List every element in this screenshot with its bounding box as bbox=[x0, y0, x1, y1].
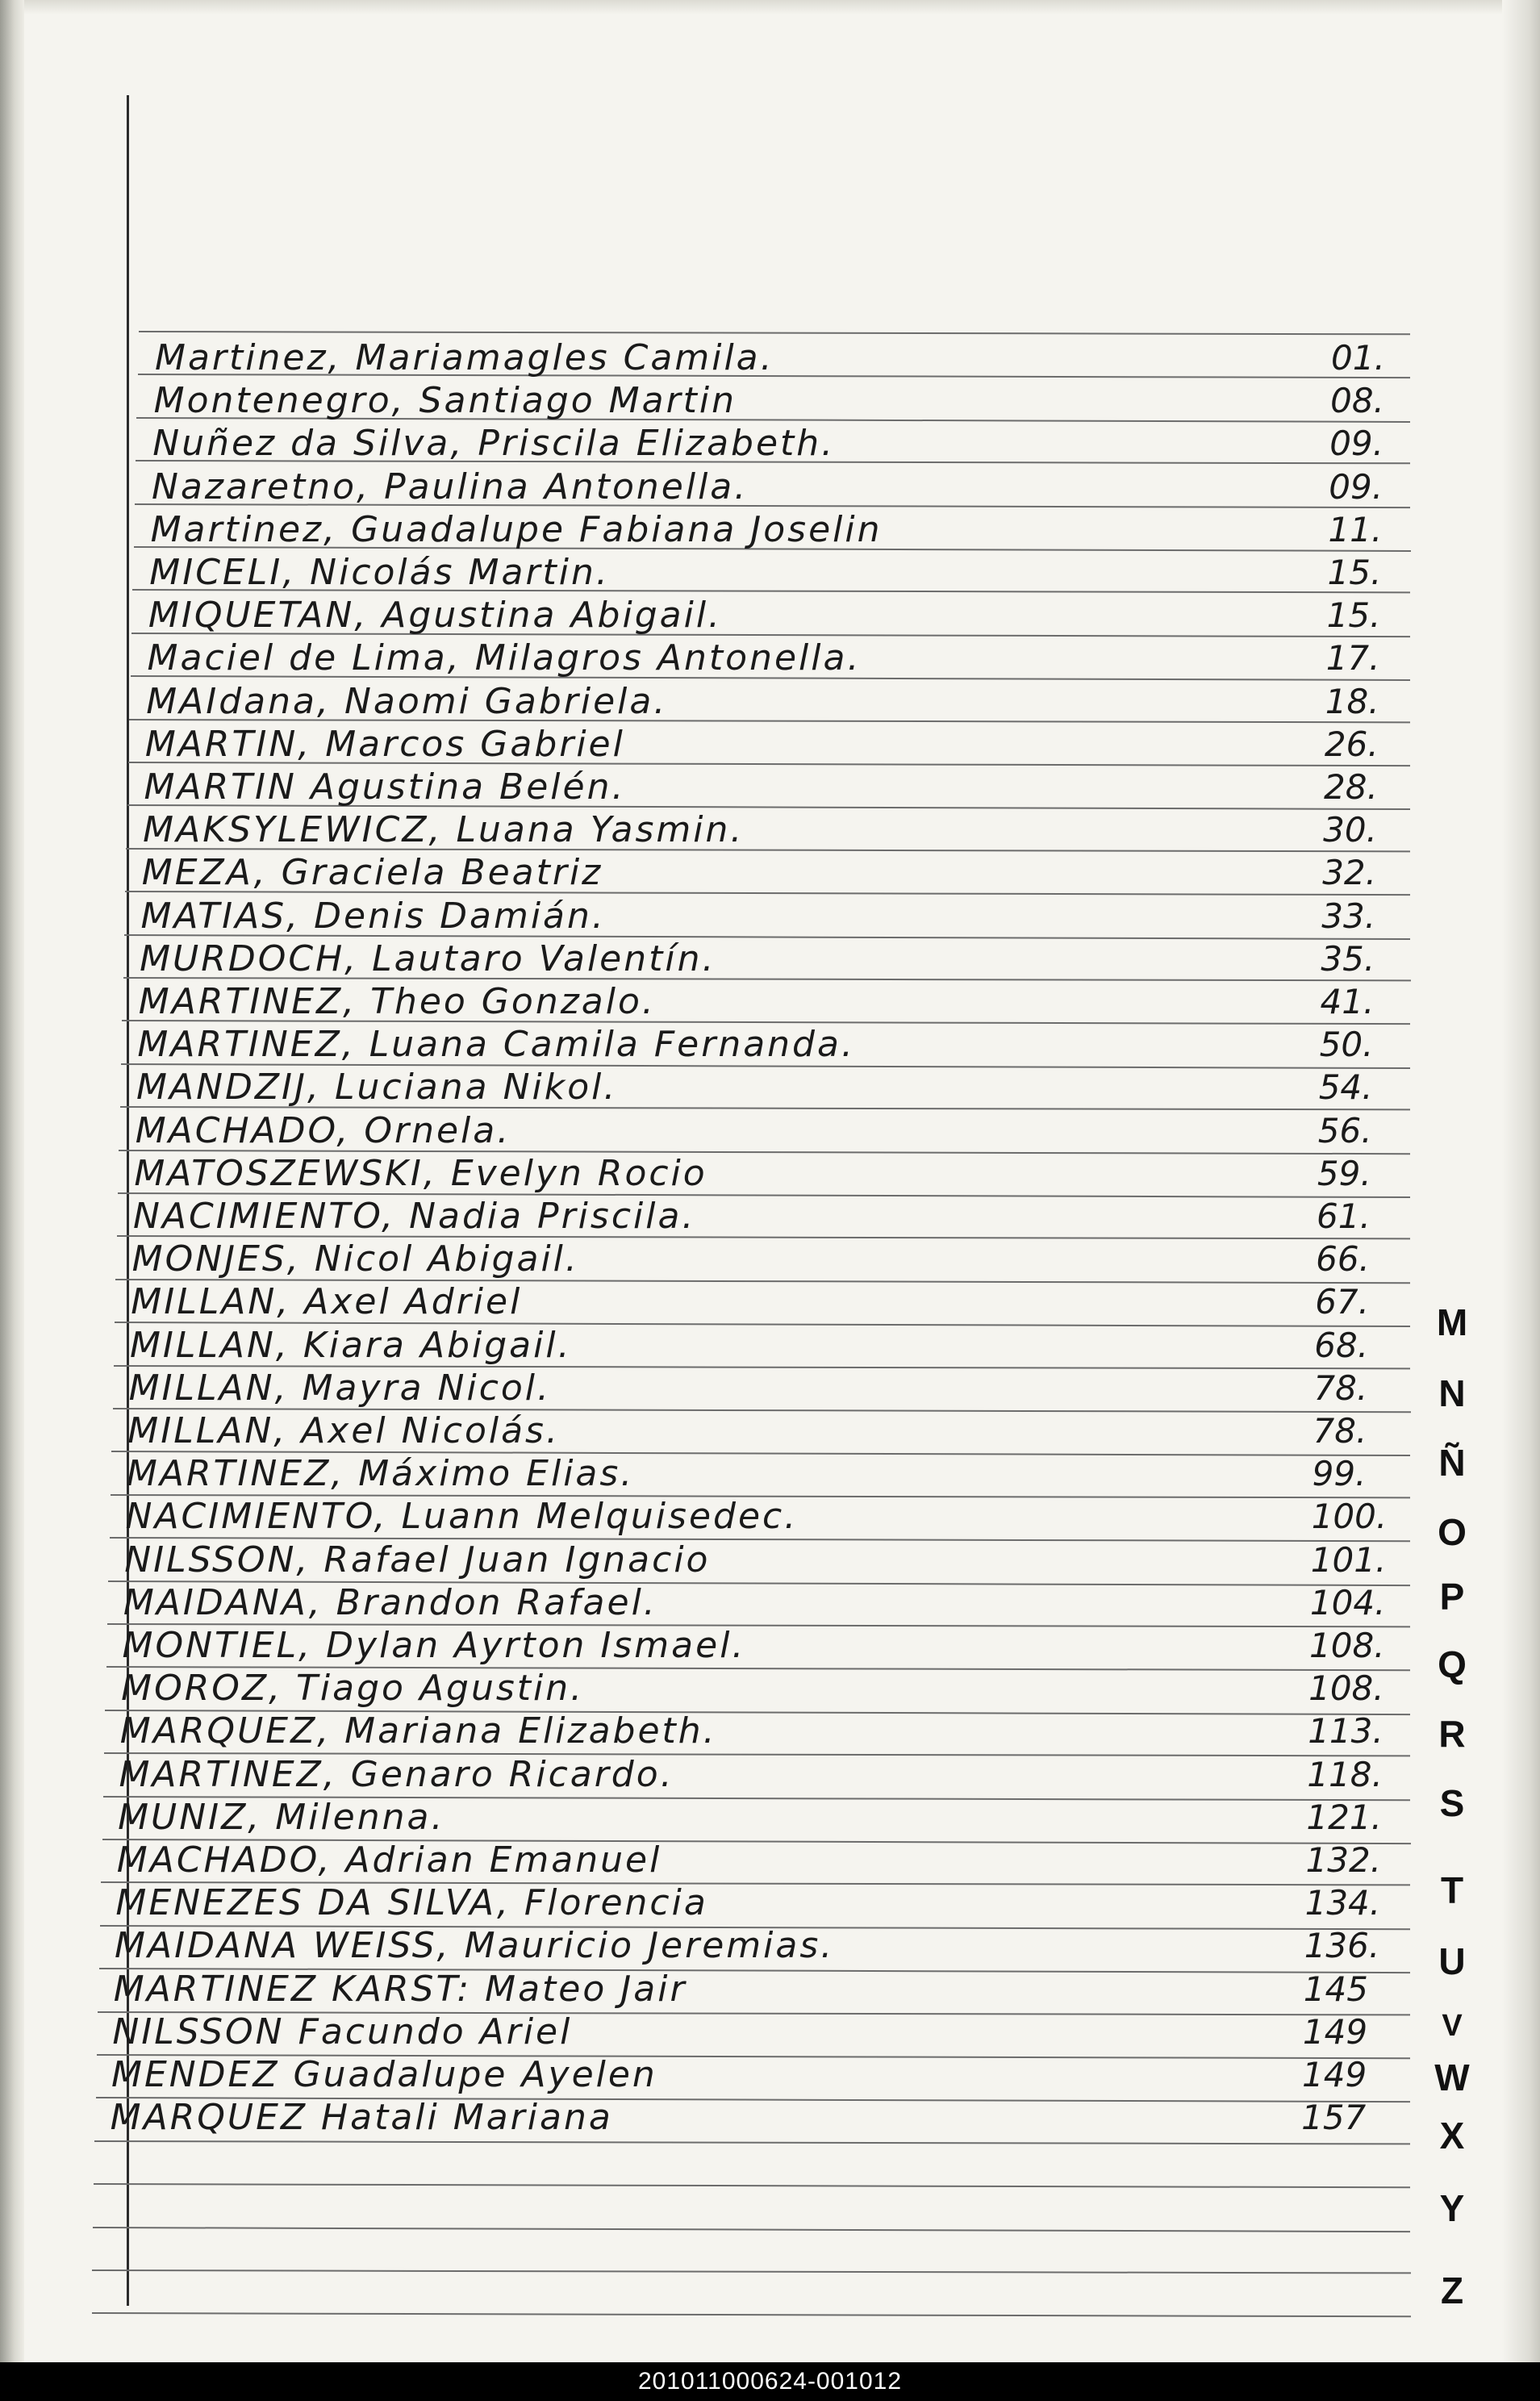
ledger-entry bbox=[0, 1453, 1540, 1495]
ledger-entry bbox=[0, 1925, 1540, 1967]
entry-page-number: 100. bbox=[1311, 1497, 1388, 1537]
ledger-entry bbox=[0, 896, 1540, 937]
entry-name: MAIDANA, Brandon Rafael. bbox=[123, 1581, 657, 1623]
ledger-entry bbox=[0, 2097, 1540, 2139]
entry-name: NILSSON, Rafael Juan Ignacio bbox=[124, 1539, 711, 1580]
ledger-entry bbox=[0, 1196, 1540, 1238]
entry-page-number: 61. bbox=[1317, 1196, 1371, 1236]
entry-page-number: 78. bbox=[1313, 1411, 1367, 1451]
entry-page-number: 17. bbox=[1325, 638, 1380, 679]
entry-name: NACIMIENTO, Luann Melquisedec. bbox=[125, 1496, 799, 1538]
entry-page-number: 59. bbox=[1317, 1153, 1371, 1193]
entry-name: Montenegro, Santiago Martin bbox=[153, 380, 737, 422]
entry-name: MIQUETAN, Agustina Abigail. bbox=[148, 595, 723, 637]
entry-name: MARTINEZ, Theo Gonzalo. bbox=[138, 981, 656, 1022]
ledger-entry bbox=[0, 1582, 1540, 1624]
entry-page-number: 01. bbox=[1331, 338, 1385, 378]
entry-name: MARTIN, Marcos Gabriel bbox=[144, 723, 625, 765]
entry-name: MUNIZ, Milenna. bbox=[118, 1796, 445, 1838]
entry-name: MILLAN, Axel Adriel bbox=[131, 1281, 523, 1323]
entry-name: MICELI, Nicolás Martin. bbox=[149, 552, 610, 593]
entry-name: MOROZ, Tiago Agustin. bbox=[121, 1668, 585, 1710]
index-tab[interactable]: W bbox=[1434, 2057, 1470, 2098]
entry-page-number: 68. bbox=[1314, 1325, 1369, 1365]
ledger-entry bbox=[0, 766, 1540, 808]
entry-page-number: 101. bbox=[1310, 1539, 1387, 1580]
entry-name: MACHADO, Adrian Emanuel bbox=[116, 1839, 662, 1881]
entry-page-number: 35. bbox=[1321, 938, 1375, 979]
ledger-entry bbox=[0, 637, 1540, 679]
entry-name: MATOSZEWSKI, Evelyn Rocio bbox=[134, 1152, 707, 1194]
entry-page-number: 15. bbox=[1326, 595, 1381, 636]
ledger-entry bbox=[0, 337, 1540, 379]
ledger-entry bbox=[0, 595, 1540, 637]
entry-name: MILLAN, Kiara Abigail. bbox=[129, 1324, 572, 1366]
ledger-entry bbox=[0, 1710, 1540, 1752]
entry-page-number: 09. bbox=[1329, 466, 1383, 507]
index-tab[interactable]: V bbox=[1442, 2009, 1463, 2043]
ledger-entry bbox=[0, 1024, 1540, 1066]
entry-name: MARQUEZ Hatali Mariana bbox=[110, 2097, 613, 2139]
ledger-entry bbox=[0, 1153, 1540, 1195]
entry-name: MANDZIJ, Luciana Nikol. bbox=[136, 1067, 618, 1109]
entry-page-number: 30. bbox=[1323, 810, 1377, 850]
ledger-entry bbox=[0, 681, 1540, 723]
ledger-entry bbox=[0, 1281, 1540, 1323]
index-tab[interactable]: U bbox=[1438, 1940, 1466, 1982]
ledger-entry bbox=[0, 1797, 1540, 1839]
entry-name: MARTINEZ, Máximo Elias. bbox=[126, 1453, 635, 1495]
ruled-line bbox=[139, 331, 1410, 335]
ledger-entry bbox=[0, 724, 1540, 766]
entry-name: MATIAS, Denis Damián. bbox=[140, 895, 606, 937]
entry-page-number: 99. bbox=[1312, 1454, 1367, 1494]
ledger-entry bbox=[0, 1625, 1540, 1667]
entry-page-number: 67. bbox=[1315, 1282, 1369, 1322]
entry-name: MONJES, Nicol Abigail. bbox=[131, 1238, 579, 1280]
entry-page-number: 149 bbox=[1302, 2055, 1367, 2094]
entry-name: MILLAN, Mayra Nicol. bbox=[128, 1367, 552, 1409]
entry-name: Martinez, Mariamagles Camila. bbox=[155, 337, 774, 378]
entry-page-number: 32. bbox=[1322, 853, 1376, 893]
ledger-entry bbox=[0, 1325, 1540, 1367]
ledger-entry bbox=[0, 423, 1540, 465]
index-tab[interactable]: T bbox=[1440, 1869, 1464, 1911]
ruled-line bbox=[94, 2183, 1410, 2188]
entry-name: NACIMIENTO, Nadia Priscila. bbox=[133, 1196, 696, 1237]
ledger-entry bbox=[0, 852, 1540, 894]
entry-page-number: 11. bbox=[1328, 509, 1383, 549]
entry-page-number: 66. bbox=[1316, 1239, 1370, 1280]
entry-name: Nuñez da Silva, Priscila Elizabeth. bbox=[152, 423, 836, 465]
entry-page-number: 78. bbox=[1313, 1368, 1368, 1408]
ruled-line bbox=[91, 2312, 1409, 2317]
ledger-entry bbox=[0, 981, 1540, 1023]
entry-page-number: 18. bbox=[1325, 681, 1379, 721]
entry-name: MARTINEZ, Luana Camila Fernanda. bbox=[137, 1024, 855, 1066]
entry-page-number: 50. bbox=[1319, 1025, 1374, 1065]
entry-page-number: 118. bbox=[1307, 1754, 1383, 1794]
index-tab[interactable]: Y bbox=[1439, 2187, 1465, 2229]
ledger-entry bbox=[0, 1754, 1540, 1796]
ruled-line bbox=[93, 2227, 1410, 2232]
entry-page-number: 41. bbox=[1320, 982, 1375, 1021]
ruled-line bbox=[94, 2140, 1410, 2144]
entry-page-number: 54. bbox=[1318, 1067, 1373, 1108]
entry-name: MARTINEZ KARST: Mateo Jair bbox=[113, 1968, 687, 2010]
index-tab[interactable]: O bbox=[1438, 1511, 1467, 1553]
entry-name: Martinez, Guadalupe Fabiana Joselin bbox=[150, 508, 883, 550]
entry-page-number: 157 bbox=[1301, 2098, 1367, 2138]
ledger-entry bbox=[0, 1067, 1540, 1109]
entry-name: MONTIEL, Dylan Ayrton Ismael. bbox=[122, 1625, 746, 1666]
entry-name: MACHADO, Ornela. bbox=[135, 1109, 511, 1151]
ledger-entry bbox=[0, 809, 1540, 851]
entry-page-number: 104. bbox=[1309, 1582, 1386, 1622]
entry-page-number: 26. bbox=[1324, 724, 1379, 764]
ledger-entry bbox=[0, 1496, 1540, 1538]
ledger-entry bbox=[0, 2054, 1540, 2096]
entry-name: MARQUEZ, Mariana Elizabeth. bbox=[119, 1710, 717, 1752]
ledger-entry bbox=[0, 1969, 1540, 2011]
entry-name: MAIDANA WEISS, Mauricio Jeremias. bbox=[115, 1925, 835, 1967]
entry-name: Nazaretno, Paulina Antonella. bbox=[151, 466, 749, 507]
entry-name: MAIdana, Naomi Gabriela. bbox=[146, 680, 668, 722]
entry-page-number: 149 bbox=[1302, 2011, 1368, 2052]
index-tab[interactable]: Ñ bbox=[1438, 1442, 1466, 1484]
entry-name: MAKSYLEWICZ, Luana Yasmin. bbox=[143, 809, 745, 851]
ruled-line bbox=[91, 2269, 1410, 2274]
ledger-entry bbox=[0, 1410, 1540, 1452]
ledger-entry bbox=[0, 1539, 1540, 1581]
entry-name: MURDOCH, Lautaro Valentín. bbox=[140, 937, 716, 979]
entry-name: MENDEZ Guadalupe Ayelen bbox=[111, 2054, 657, 2095]
entry-name: MENEZES DA SILVA, Florencia bbox=[115, 1882, 708, 1924]
ledger-entry bbox=[0, 1368, 1540, 1409]
ledger-entry bbox=[0, 1238, 1540, 1280]
entry-page-number: 108. bbox=[1309, 1626, 1385, 1665]
entry-name: Maciel de Lima, Milagros Antonella. bbox=[147, 637, 862, 679]
entry-name: MILLAN, Axel Nicolás. bbox=[127, 1410, 560, 1451]
entry-page-number: 28. bbox=[1324, 767, 1378, 807]
entry-name: MARTINEZ, Genaro Ricardo. bbox=[119, 1753, 674, 1795]
index-tab[interactable]: S bbox=[1439, 1782, 1465, 1824]
index-tab[interactable]: M bbox=[1436, 1301, 1468, 1343]
entry-page-number: 145 bbox=[1303, 1969, 1368, 2009]
entry-page-number: 113. bbox=[1308, 1711, 1383, 1752]
index-tab[interactable]: Z bbox=[1440, 2269, 1464, 2311]
entry-page-number: 33. bbox=[1321, 896, 1376, 936]
ledger-entry bbox=[0, 380, 1540, 422]
index-tab[interactable]: N bbox=[1438, 1372, 1466, 1414]
ledger-entry bbox=[0, 552, 1540, 594]
ledger-entry bbox=[0, 938, 1540, 980]
ledger-entry bbox=[0, 1110, 1540, 1152]
entry-page-number: 108. bbox=[1308, 1668, 1384, 1709]
entry-name: NILSSON Facundo Ariel bbox=[112, 2011, 573, 2052]
entry-page-number: 136. bbox=[1304, 1926, 1380, 1966]
ledger-entry bbox=[0, 466, 1540, 508]
index-tab[interactable]: X bbox=[1439, 2115, 1465, 2157]
entry-page-number: 134. bbox=[1304, 1883, 1381, 1923]
entry-page-number: 15. bbox=[1327, 553, 1382, 592]
ledger-entry bbox=[0, 1839, 1540, 1881]
entry-name: MEZA, Graciela Beatriz bbox=[141, 852, 603, 894]
index-tab[interactable]: Q bbox=[1438, 1643, 1467, 1685]
ledger-entry bbox=[0, 509, 1540, 551]
entry-page-number: 09. bbox=[1329, 424, 1383, 464]
entry-page-number: 08. bbox=[1330, 381, 1384, 421]
index-tab[interactable]: P bbox=[1439, 1576, 1465, 1618]
entry-name: MARTIN Agustina Belén. bbox=[144, 766, 626, 808]
ledger-entry bbox=[0, 1882, 1540, 1924]
page-top-edge bbox=[24, 0, 1540, 15]
ledger-entry bbox=[0, 1668, 1540, 1710]
index-tab[interactable]: R bbox=[1438, 1713, 1466, 1755]
image-caption: 201011000624-001012 bbox=[0, 2362, 1540, 2401]
entry-page-number: 56. bbox=[1317, 1110, 1372, 1150]
entry-page-number: 132. bbox=[1305, 1840, 1382, 1880]
ledger-entry bbox=[0, 2011, 1540, 2053]
entry-page-number: 121. bbox=[1306, 1797, 1382, 1837]
